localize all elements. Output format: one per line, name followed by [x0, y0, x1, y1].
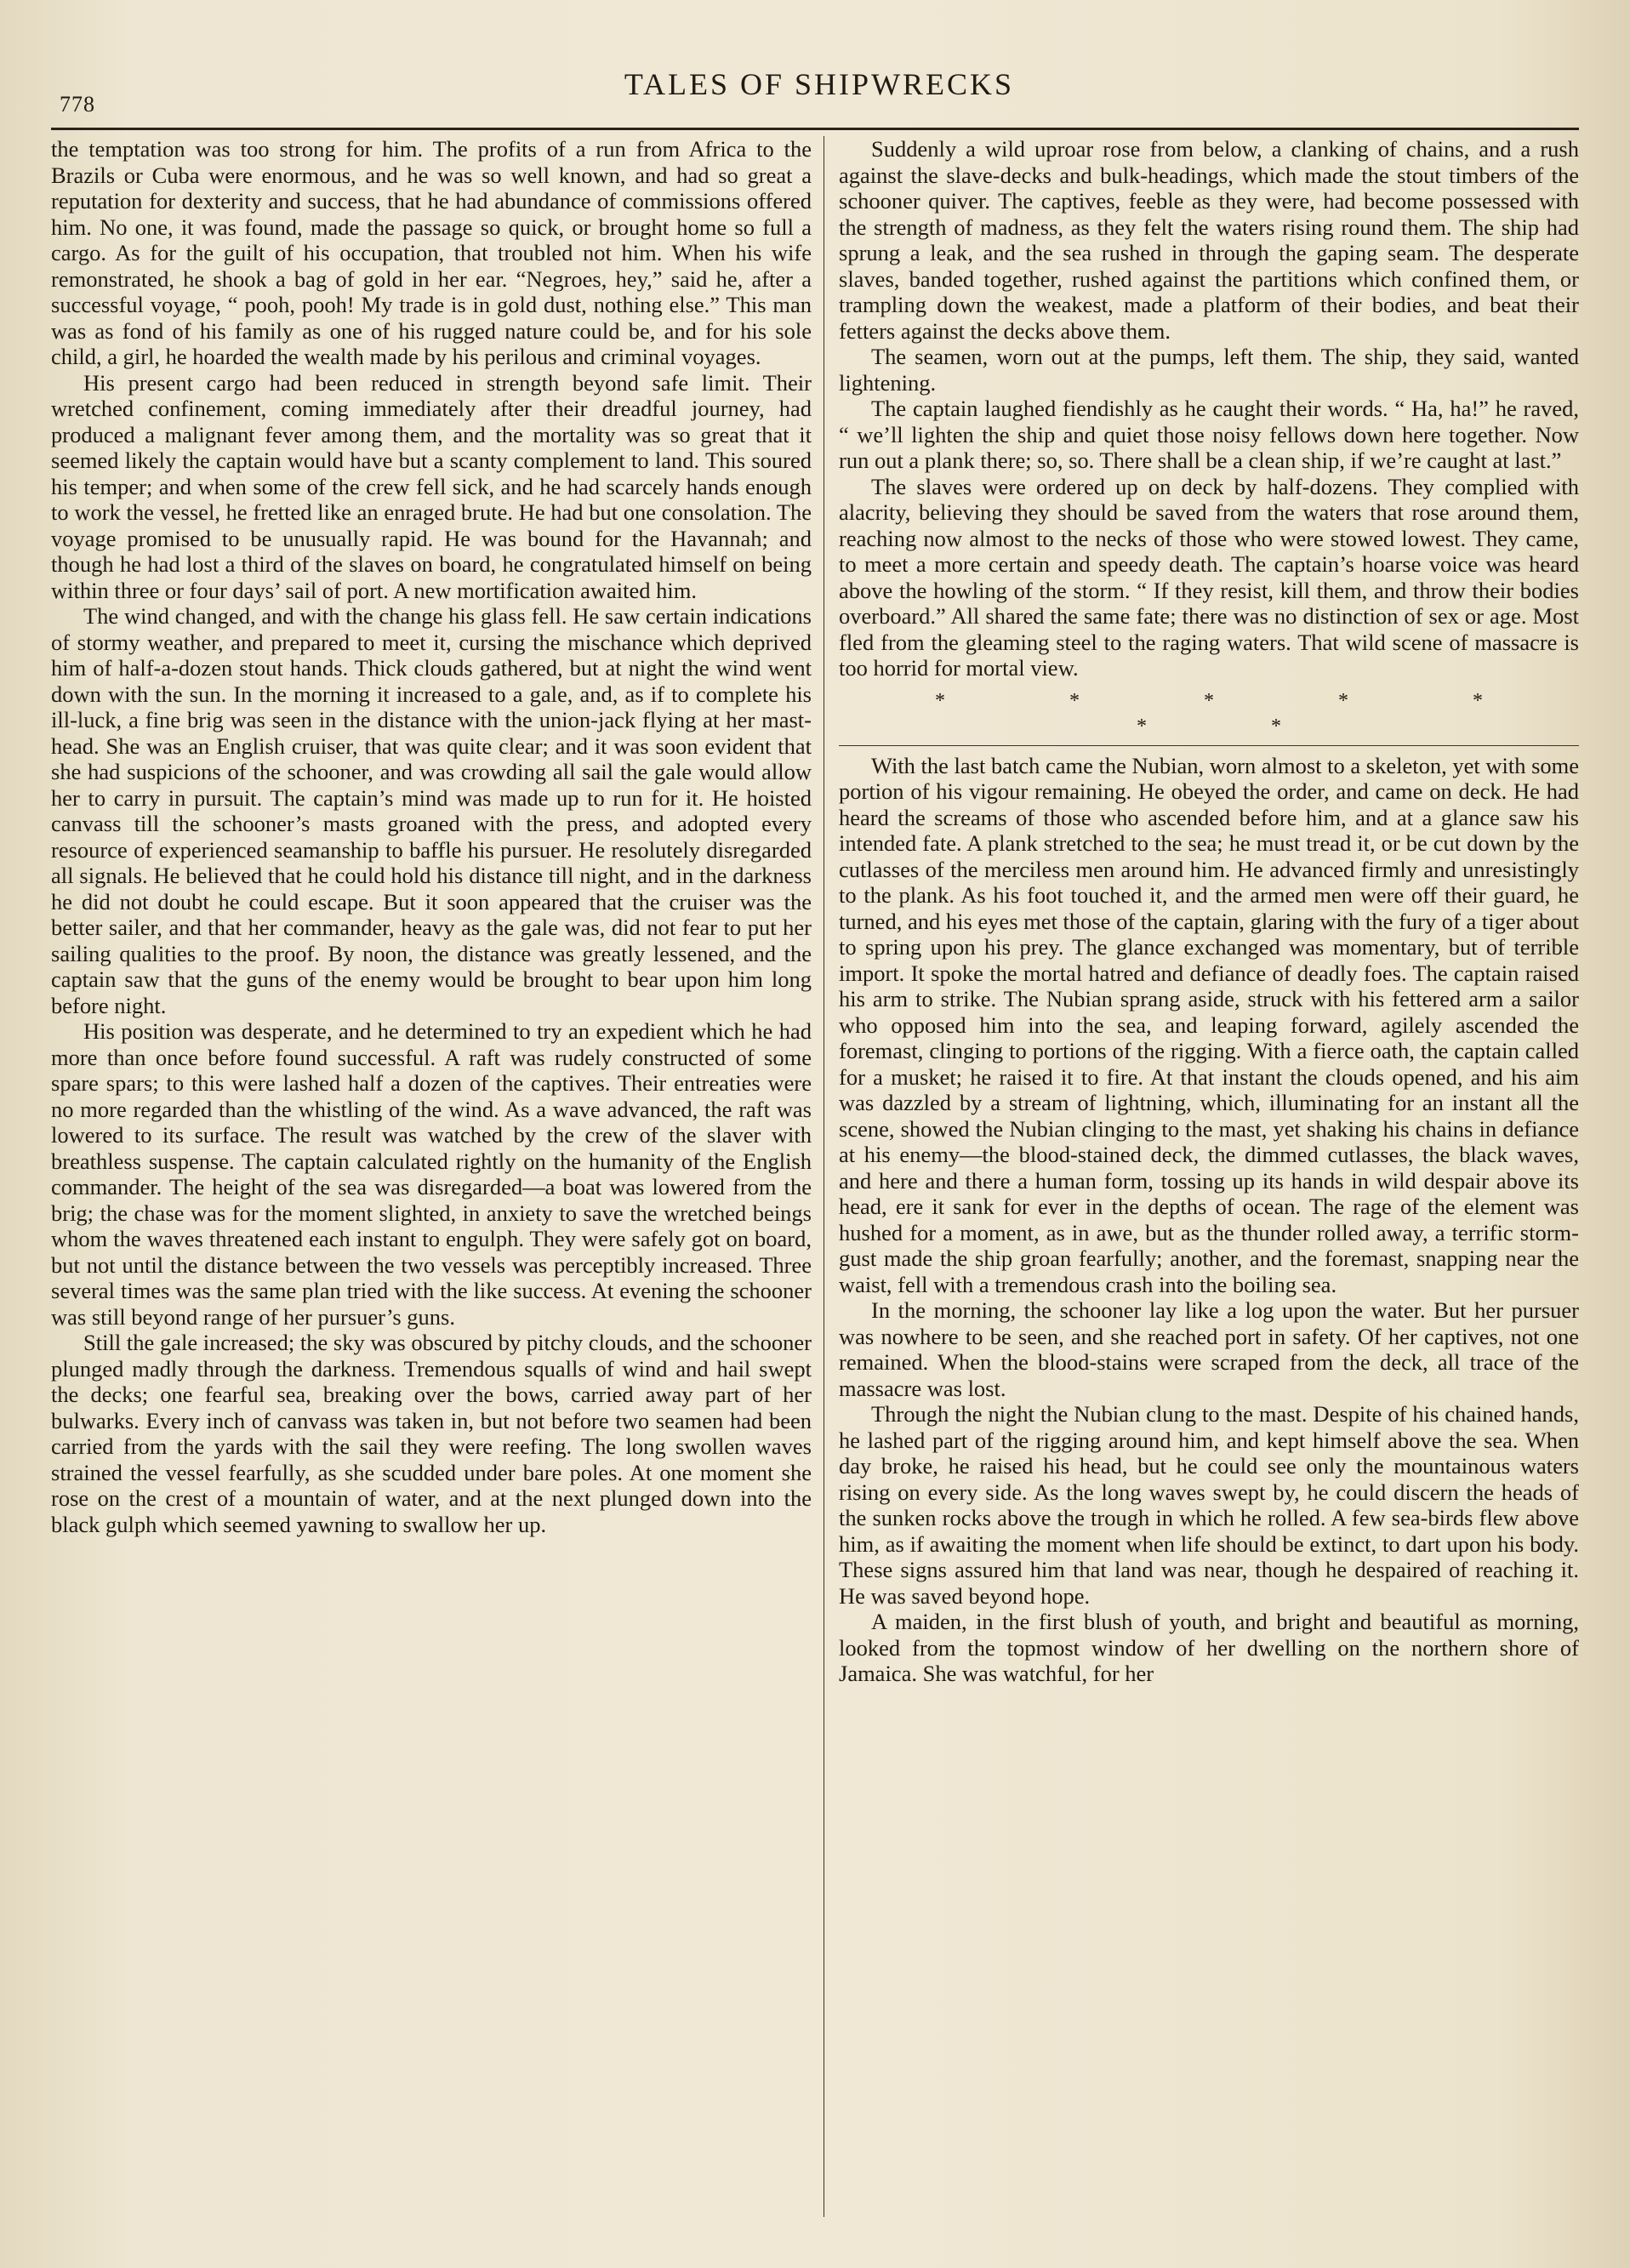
- paragraph: A maiden, in the first blush of youth, and bright and beautiful as morning, looked from the topmost window of her dwelling on the northern shore of Jamaica. She was watchful, for her: [839, 1609, 1579, 1686]
- header-rule: [51, 128, 1579, 130]
- paragraph: The slaves were ordered up on deck by half-dozens. They complied with alacrity, believing they should be saved from the waters that rose around them, reaching now almost to the necks of those who were stowed lowest. They came, to meet a more certain and speedy death. The captain’s hoarse voice was heard above the howling of the storm. “ If they resist, kill them, and throw their bodies overboard.” All shared the same fate; there was no distinction of sex or age. Most fled from the gleaming steel to the raging waters. That wild scene of massacre is too horrid for mortal view.: [839, 473, 1579, 681]
- paragraph: In the morning, the schooner lay like a log upon the water. But her pursuer was nowhere to be seen, and she reached port in safety. Of her captives, not one remained. When the blood-stains were scraped from the deck, all trace of the massacre was lost.: [839, 1297, 1579, 1401]
- page-number: 778: [60, 92, 95, 117]
- scene-break-stars: * * * * * * *: [935, 689, 1542, 738]
- paragraph: The wind changed, and with the change his glass fell. He saw certain indications of stormy weather, and prepared to meet it, cursing the mischance which deprived him of half-a-dozen stout hands. Thick clouds gathered, but at night the wind went down with the sun. In the morning it increased to a gale, and, as if to complete his ill-luck, a fine brig was seen in the distance with the union-jack flying at her mast-head. She was an English cruiser, that was quite clear; and it was soon evident that she had suspicions of the schooner, and was crowding all sail the gale would allow her to carry in pursuit. The captain’s mind was made up to run for it. He hoisted canvass till the schooner’s masts groaned with the press, and adopted every resource of experienced seamanship to baffle his pursuer. He resolutely disregarded all signals. He believed that he could hold his distance till night, and in the darkness he did not doubt he could escape. But it soon appeared that the cruiser was the better sailer, and that her commander, heavy as the gale was, did not fear to put her sailing qualities to the proof. By noon, the distance was greatly lessened, and the captain saw that the guns of the enemy would be brought to bear upon him long before night.: [51, 603, 812, 1018]
- page-header: [60, 61, 1579, 117]
- right-column: [839, 136, 1579, 2217]
- scene-break-rule: [839, 745, 1579, 746]
- left-column: [51, 136, 812, 2217]
- paragraph: Still the gale increased; the sky was obscured by pitchy clouds, and the schooner plunged madly through the darkness. Tremendous squalls of wind and hail swept the decks; one fearful sea, breaking over the bows, carried away part of her bulwarks. Every inch of canvass was taken in, but not before two seamen had been carried from the yards with the sail they were reefing. The long swollen waves strained the vessel fearfully, as she scudded under bare poles. At one moment she rose on the crest of a mountain of water, and at the next plunged down into the black gulph which seemed yawning to swallow her up.: [51, 1330, 812, 1537]
- paragraph: His position was desperate, and he determined to try an expedient which he had more than once before found successful. A raft was rudely constructed of some spare spars; to this were lashed half a dozen of the captives. Their entreaties were no more regarded than the whistling of the wind. As a wave advanced, the raft was lowered to its surface. The result was watched by the crew of the slaver with breathless suspense. The captain calculated rightly on the humanity of the English commander. The height of the sea was disregarded—a boat was lowered from the brig; the chase was for the moment slighted, in anxiety to save the wretched beings whom the waves threatened each instant to engulph. They were safely got on board, but not until the distance between the two vessels was perceptibly increased. Three several times was the same plan tried with the like success. At evening the schooner was still beyond range of her pursuer’s guns.: [51, 1018, 812, 1330]
- paragraph: Suddenly a wild uproar rose from below, a clanking of chains, and a rush against the slave-decks and bulk-headings, which made the stout timbers of the schooner quiver. The captives, feeble as they were, had become possessed with the strength of madness, as they felt the waters rising round them. The ship had sprung a leak, and the sea rushed in through the gaping seam. The desperate slaves, banded together, rushed against the partitions which confined them, or trampling down the weakest, made a platform of their bodies, and beat their fetters against the decks above them.: [839, 136, 1579, 344]
- paragraph: With the last batch came the Nubian, worn almost to a skeleton, yet with some portion of his vigour remaining. He obeyed the order, and came on deck. He had heard the screams of those who ascended before him, and at a glance saw his intended fate. A plank stretched to the sea; he must tread it, or be cut down by the cutlasses of the merciless men around him. He advanced firmly and unresistingly to the plank. As his foot touched it, and the armed men were off their guard, he turned, and his eyes met those of the captain, glaring with the fury of a tiger about to spring upon his prey. The glance exchanged was momentary, but of terrible import. It spoke the mortal hatred and defiance of deadly foes. The captain raised his arm to strike. The Nubian sprang aside, struck with his fettered arm a sailor who opposed him into the sea, and leaping forward, agilely ascended the foremast, clinging to portions of the rigging. With a fierce oath, the captain called for a musket; he raised it to fire. At that instant the clouds opened, and his aim was dazzled by a stream of lightning, which, illuminating for an instant all the scene, showed the Nubian clinging to the mast, yet shaking his chains in defiance at his enemy—the blood-stained deck, the dimmed cutlasses, the black waves, and here and there a human form, tossing up its hands in wild despair above its head, ere it sank for ever in the depths of ocean. The rage of the element was hushed for a moment, as in awe, but as the thunder rolled away, a terrific storm-gust made the ship groan fearfully; another, and the foremast, snapping near the waist, fell with a tremendous crash into the boiling sea.: [839, 752, 1579, 1297]
- paragraph: His present cargo had been reduced in strength beyond safe limit. Their wretched confinement, coming immediately after their dreadful journey, had produced a malignant fever among them, and the mortality was so great that it seemed likely the captain would have but a scanty complement to land. This soured his temper; and when some of the crew fell sick, and he had scarcely hands enough to work the vessel, he fretted like an enraged brute. He had but one consolation. The voyage promised to be unusually rapid. He was bound for the Havannah; and though he had lost a third of the slaves on board, he congratulated himself on being within three or four days’ sail of port. A new mortification awaited him.: [51, 369, 812, 603]
- paragraph: The captain laughed fiendishly as he caught their words. “ Ha, ha!” he raved, “ we’ll lighten the ship and quiet those noisy fellows down here together. Now run out a plank there; so, so. There shall be a clean ship, if we’re caught at last.”: [839, 396, 1579, 473]
- running-title: TALES OF SHIPWRECKS: [624, 67, 1015, 101]
- paragraph: The seamen, worn out at the pumps, left them. The ship, they said, wanted lightening.: [839, 344, 1579, 396]
- paragraph: the temptation was too strong for him. The profits of a run from Africa to the Brazils or Cuba were enormous, and he was so well known, and had so great a reputation for dexterity and success, that he had abundance of commissions offered him. No one, it was found, made the passage so quick, or brought home so full a cargo. As for the guilt of his occupation, that troubled not him. When his wife remonstrated, he shook a bag of gold in her ear. “Negroes, hey,” said he, after a successful voyage, “ pooh, pooh! My trade is in gold dust, nothing else.” This man was as fond of his family as one of his rugged nature could be, and for his sole child, a girl, he hoarded the wealth made by his perilous and criminal voyages.: [51, 136, 812, 369]
- paragraph: Through the night the Nubian clung to the mast. Despite of his chained hands, he lashed part of the rigging around him, and kept himself above the sea. When day broke, he raised his head, but he could see only the mountainous waters rising on every side. As the long waves swept by, he could discern the heads of the sunken rocks above the trough in which he rolled. A few sea-birds flew above him, as if awaiting the moment when life should be extinct, to dart upon his body. These signs assured him that land was near, though he despaired of reaching it. He was saved beyond hope.: [839, 1401, 1579, 1609]
